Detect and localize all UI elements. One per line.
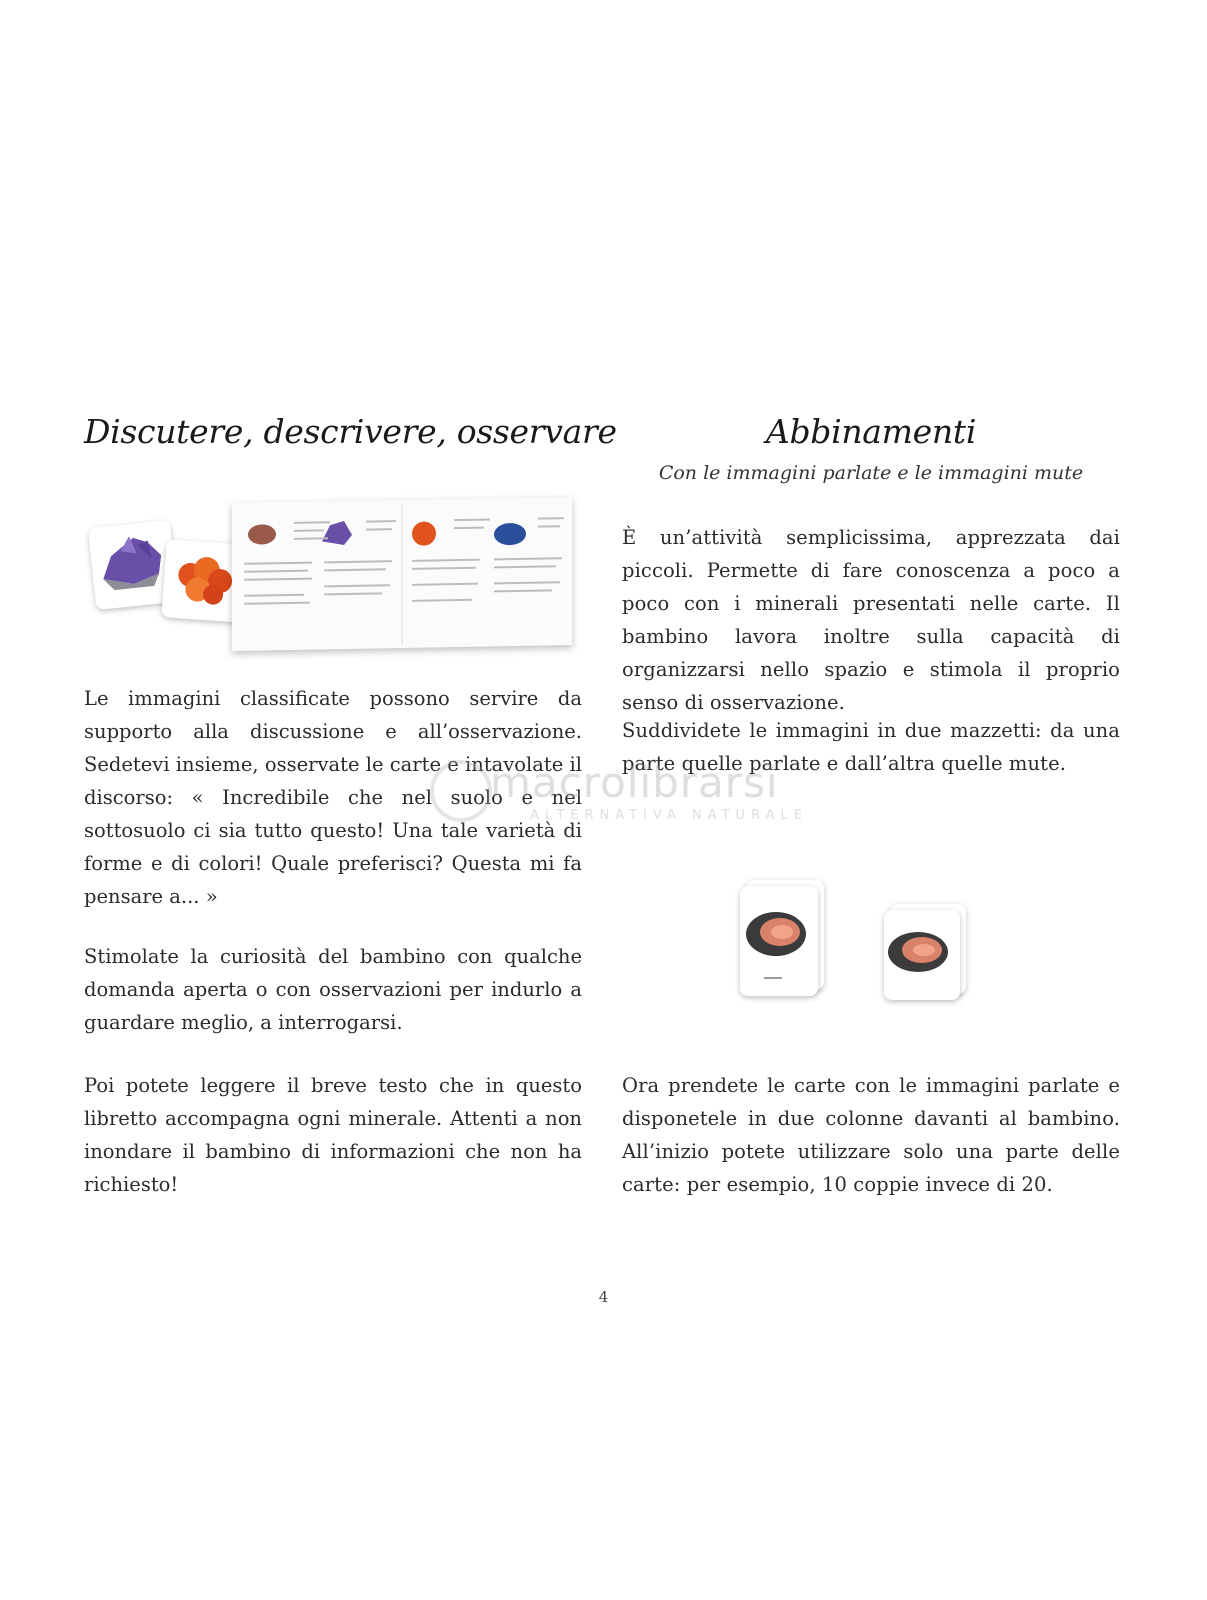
- booklet-mineral-icons: [232, 497, 572, 651]
- right-section-subtitle: Con le immagini parlate e le immagini mute: [658, 462, 1084, 484]
- page-number: 4: [598, 1288, 609, 1306]
- left-paragraph-1: Le immagini classificate possono servire da supporto alla discussione e all’osservazione. Sedetevi insieme, osservate le carte e intavolate il discorso: « Incredibile che nel suolo e nel sottosuolo ci sia tutto questo! Una tale varietà di forme e di colori! Quale preferisci? Questa mi fa pensare a... »: [84, 687, 582, 908]
- card-stacks-illustration: [740, 880, 980, 1005]
- right-paragraph-3: Ora prendete le carte con le immagini parlate e disponetele in due colonne davanti al bambino. All’inizio potete utilizzare solo una parte delle carte: per esempio, 10 coppie invece di 20.: [622, 1074, 1120, 1196]
- agate-mute-icon: [884, 910, 960, 1000]
- mute-card-stack-front: [884, 910, 960, 1000]
- left-paragraph-3: Poi potete leggere il breve testo che in questo libretto accompagna ogni minerale. Attenti a non inondare il bambino di informazioni che non ha richiesto!: [84, 1074, 582, 1196]
- open-booklet: [232, 497, 572, 651]
- right-section-title: Abbinamenti: [765, 412, 977, 451]
- talking-card-stack-front: [740, 886, 818, 996]
- mineral-cards-and-booklet-illustration: [84, 500, 582, 660]
- right-paragraph-2: Suddividete le immagini in due mazzetti: da una parte quelle parlate e dall’altra quelle mute.: [622, 719, 1120, 775]
- left-section-title: Discutere, descrivere, osservare: [84, 412, 617, 451]
- right-paragraph-1: È un’attività semplicissima, apprezzata dai piccoli. Permette di fare conoscenza a poco a poco con i minerali presentati nelle carte. Il bambino lavora inoltre sulla capacità di organizzarsi nello spazio e stimola il proprio senso di osservazione.: [622, 526, 1120, 714]
- watermark-text: macrolibrarsi: [490, 758, 779, 807]
- agate-icon: [740, 886, 818, 996]
- left-paragraph-2: Stimolate la curiosità del bambino con qualche domanda aperta o con osservazioni per indurlo a guardare meglio, a interrogarsi.: [84, 945, 582, 1034]
- watermark-subtext: ALTERNATIVA NATURALE: [530, 808, 808, 823]
